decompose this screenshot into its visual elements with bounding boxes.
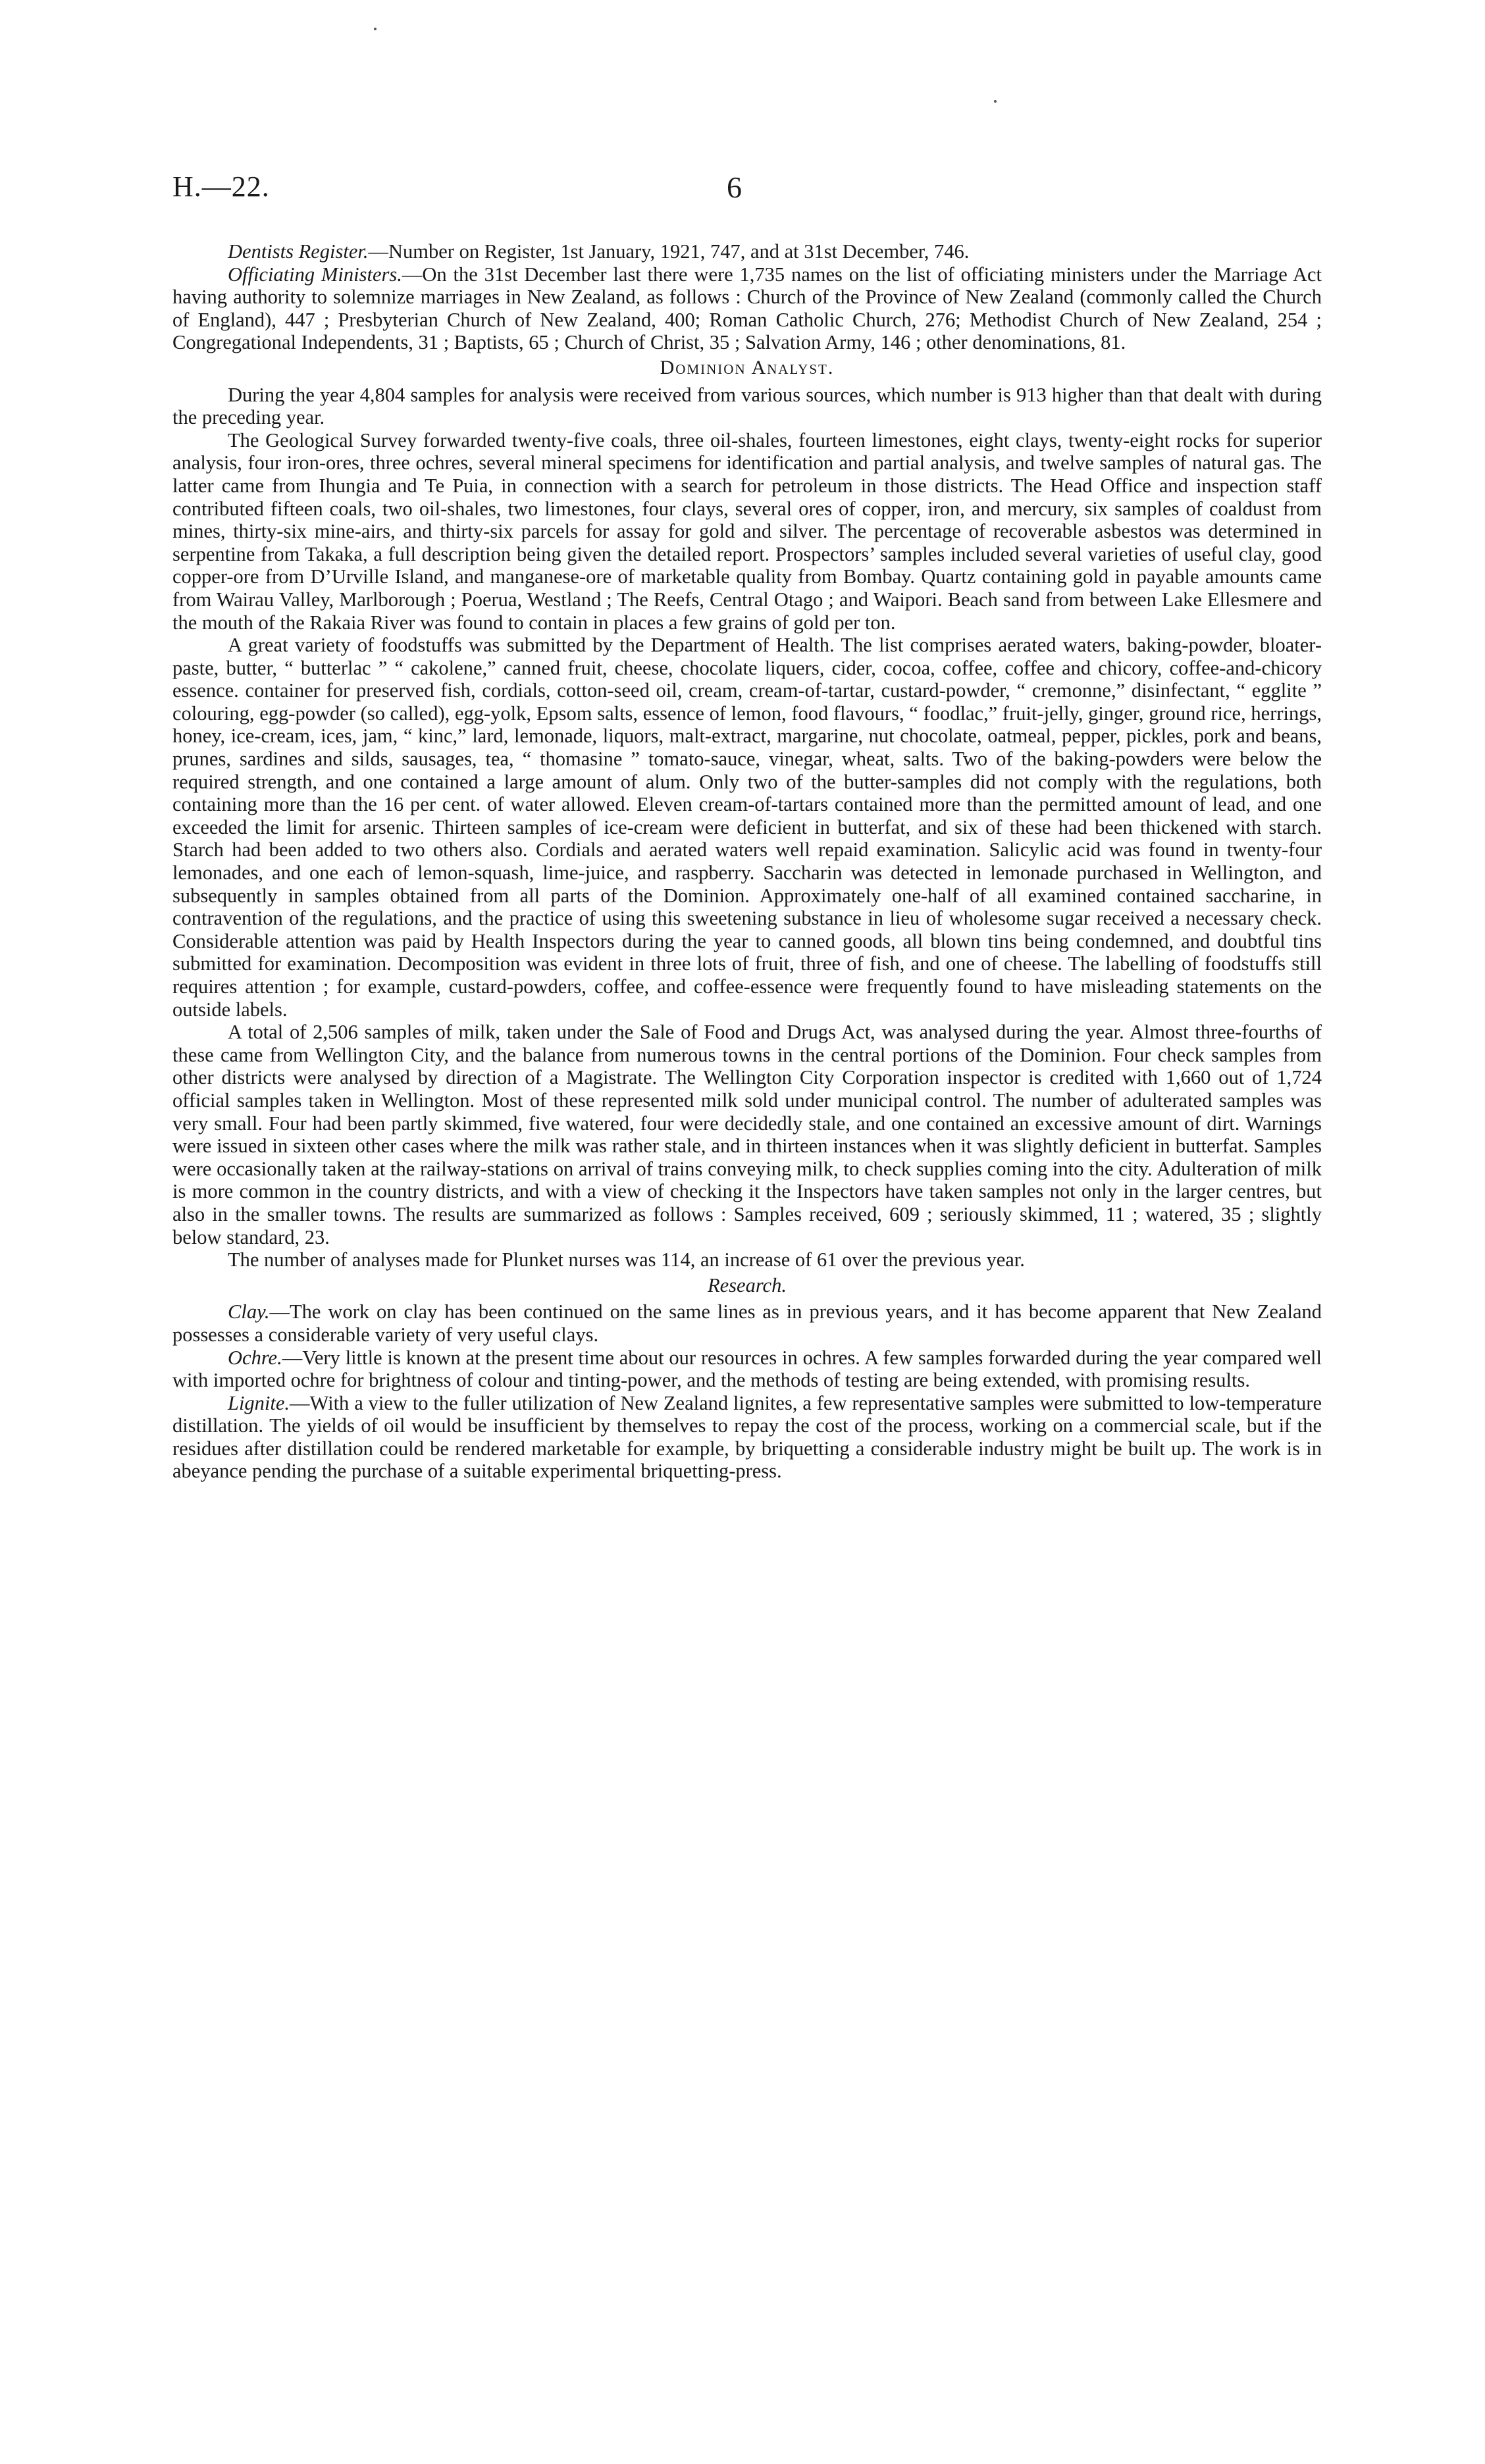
dentists-register-paragraph [172, 240, 1322, 263]
research-paragraph-lignite [172, 1392, 1322, 1483]
paragraph-lead: Lignite. [228, 1391, 290, 1414]
analyst-paragraph-foodstuffs: A great variety of foodstuffs was submitted by the Department of Health. The list comprises aerated waters, baking-powder, bloater-paste, butter, “ butterlac ” “ cakolene,” canned fruit, cheese, chocolate liquers, cider, cocoa, coffee, coffee and chicory, coffee-and-chicory essence. container for preserved fish, cordials, cotton-seed oil, cream, cream-of-tartar, custard-powder, “ cremonne,” disinfectant, “ egglite ” colouring, egg-powder (so called), egg-yolk, Epsom salts, essence of lemon, food flavours, “ foodlac,” fruit-jelly, ginger, ground rice, herrings, honey, ice-cream, ices, jam, “ kinc,” lard, lemonade, liquors, malt-extract, margarine, nut chocolate, oatmeal, pepper, pickles, pork and beans, prunes, sardines and silds, sausages, tea, “ thomasine ” tomato-sauce, vinegar, wheat, salts. Two of the baking-powders were below the required strength, and one contained a large amount of alum. Only two of the butter-samples did not comply with the regulations, both containing more than the 16 per cent. of water allowed. Eleven cream-of-tartars contained more than the permitted amount of lead, and one exceeded the limit for arsenic. Thirteen samples of ice-cream were deficient in butterfat, and six of these had been thickened with starch. Starch had been added to two others also. Cordials and aerated waters well repaid examination. Salicylic acid was found in twenty-four lemonades, and one each of lemon-squash, lime-juice, and raspberry. Saccharin was detected in lemonade purchased in Wellington, and subsequently in samples obtained from all parts of the Dominion. Approximately one-half of all examined contained saccharine, in contravention of the regulations, and the practice of using this sweetening substance in lieu of wholesome sugar received a necessary check. Considerable attention was paid by Health Inspectors during the year to canned goods, all blown tins being condemned, and doubtful tins submitted for examination. Decomposition was evident in three lots of fruit, three of fish, and one of cheese. The labelling of foodstuffs still requires attention ; for example, custard-powders, coffee, and coffee-essence were frequently found to have misleading statements on the outside labels. [172, 634, 1322, 1021]
analyst-paragraph-geological: The Geological Survey forwarded twenty-five coals, three oil-shales, fourteen limestones, eight clays, twenty-eight rocks for superior analysis, four iron-ores, three ochres, several mineral specimens for identification and partial analysis, and twelve samples of natural gas. The latter came from Ihungia and Te Puia, in connection with a search for petroleum in those districts. The Head Office and inspection staff contributed fifteen coals, two oil-shales, two limestones, four clays, several ores of copper, iron, and mercury, six samples of coaldust from mines, thirty-six mine-airs, and thirty-six parcels for assay for gold and silver. The percentage of recoverable asbestos was determined in serpentine from Takaka, a full description being given the detailed report. Prospectors’ samples included several varieties of useful clay, good copper-ore from D’Urville Island, and manganese-ore of marketable quality from Bombay. Quartz containing gold in payable amounts came from Wairau Valley, Marlborough ; Poerua, Westland ; The Reefs, Central Otago ; and Waipori. Beach sand from between Lake Ellesmere and the mouth of the Rakaia River was found to contain in places a few grains of gold per ton. [172, 428, 1322, 634]
document-reference: H.—22. [172, 170, 270, 203]
research-paragraph-ochre [172, 1347, 1322, 1392]
paragraph-text: —Number on Register, 1st January, 1921, 747, and at 31st December, 746. [368, 240, 970, 263]
page-number: 6 [727, 170, 742, 204]
paragraph-text: —Very little is known at the present time about our resources in ochres. A few samples forwarded during the year compared well with imported ochre for brightness of colour and tinting-power, and the methods of testing are being extended, with promising results. [172, 1346, 1322, 1392]
paragraph-lead: Officiating Ministers. [228, 263, 402, 286]
paragraph-lead: Dentists Register. [228, 240, 369, 263]
paragraph-text: —With a view to the fuller utilization of New Zealand lignites, a few representative samples were submitted to low-temperature distillation. The yields of oil would be insufficient by themselves to repay the cost of the process, working on a commercial scale, but if the residues after distillation could be rendered marketable for example, by briquetting a considerable industry might be built up. The work is in abeyance pending the purchase of a suitable experimental briquetting-press. [172, 1391, 1322, 1483]
paragraph-text: —On the 31st December last there were 1,735 names on the list of officiating ministers under the Marriage Act having authority to solemnize marriages in New Zealand, as follows : Church of the Province of New Zealand (commonly called the Church of England), 447 ; Presbyterian Church of New Zealand, 400; Roman Catholic Church, 276; Methodist Church of New Zealand, 254 ; Congregational Independents, 31 ; Baptists, 65 ; Church of Christ, 35 ; Salvation Army, 146 ; other denominations, 81. [172, 263, 1322, 354]
scan-speck [994, 100, 997, 103]
analyst-paragraph-samples: During the year 4,804 samples for analysis were received from various sources, which number is 913 higher than that dealt with during the preceding year. [172, 383, 1322, 429]
body-text [172, 240, 1322, 1483]
analyst-paragraph-plunket: The number of analyses made for Plunket nurses was 114, an increase of 61 over the previous year. [228, 1248, 1025, 1271]
paragraph-lead: Clay. [228, 1300, 270, 1323]
scan-speck [374, 28, 377, 30]
research-paragraph-clay [172, 1300, 1322, 1346]
paragraph-lead: Ochre. [228, 1346, 282, 1369]
paragraph-text: —The work on clay has been continued on the same lines as in previous years, and it has become apparent that New Zealand possesses a considerable variety of very useful clays. [172, 1300, 1322, 1346]
officiating-ministers-paragraph [172, 263, 1322, 354]
analyst-paragraph-milk: A total of 2,506 samples of milk, taken under the Sale of Food and Drugs Act, was analysed during the year. Almost three-fourths of these came from Wellington City, and the balance from numerous towns in the central portions of the Dominion. Four check samples from other districts were analysed by direction of a Magistrate. The Wellington City Corporation inspector is credited with 1,660 out of 1,724 official samples taken in Wellington. Most of these represented milk sold under municipal control. The number of adulterated samples was very small. Four had been partly skimmed, five watered, four were decidedly stale, and one contained an excessive amount of dirt. Warnings were issued in sixteen other cases where the milk was rather stale, and in thirteen instances when it was slightly deficient in butterfat. Samples were occasionally taken at the railway-stations on arrival of trains conveying milk, to check supplies coming into the city. Adulteration of milk is more common in the country districts, and with a view of checking it the Inspectors have taken samples not only in the larger centres, but also in the smaller towns. The results are summarized as follows : Samples received, 609 ; seriously skimmed, 11 ; watered, 35 ; slightly below standard, 23. [172, 1021, 1322, 1248]
section-heading-dominion-analyst: Dominion Analyst. [660, 356, 835, 378]
section-heading-research: Research. [708, 1273, 787, 1296]
page-header [172, 170, 1324, 216]
